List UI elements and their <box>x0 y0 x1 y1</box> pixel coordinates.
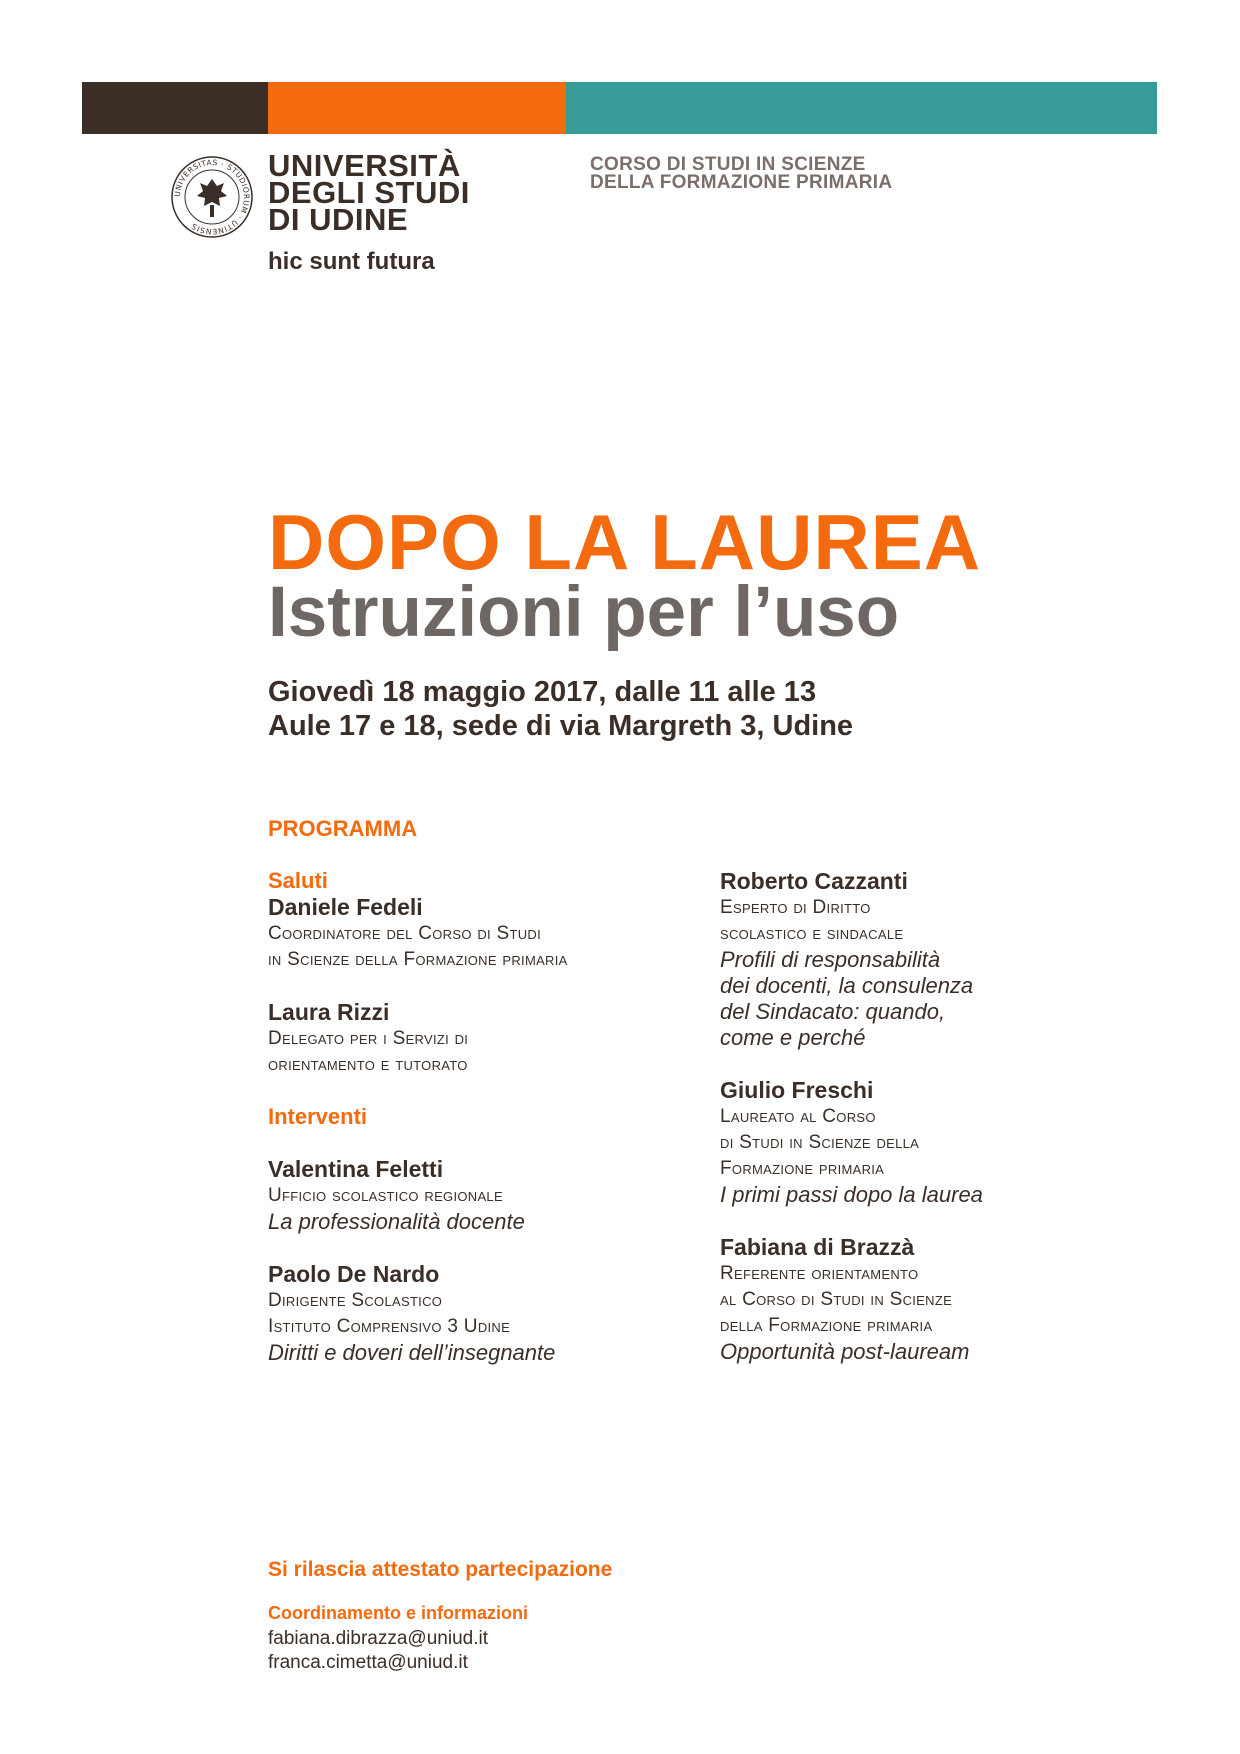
talk-title: I primi passi dopo la laurea <box>720 1182 983 1207</box>
talk-title: Profili di responsabilità <box>720 947 941 972</box>
speaker-entry <box>268 1261 698 1366</box>
course-name-line: CORSO DI STUDI IN SCIENZE <box>590 154 866 175</box>
section-label-interventi: Interventi <box>268 1104 368 1129</box>
course-name-line: DELLA FORMAZIONE PRIMARIA <box>590 172 893 193</box>
contact-heading: Coordinamento e informazioni <box>268 1603 529 1623</box>
speaker-role: in Scienze della Formazione primaria <box>268 949 568 970</box>
speaker-role: Coordinatore del Corso di Studi <box>268 923 542 944</box>
certificate-note: Si rilascia attestato partecipazione <box>268 1558 613 1581</box>
speaker-entry <box>720 1077 1140 1208</box>
email-link[interactable]: franca.cimetta@uniud.it <box>268 1652 468 1673</box>
speaker-name: Roberto Cazzanti <box>720 868 908 894</box>
event-title: DOPO LA LAUREA <box>268 498 982 586</box>
speaker-role: scolastico e sindacale <box>720 923 904 944</box>
speaker-role: Ufficio scolastico regionale <box>268 1185 503 1206</box>
speaker-name: Laura Rizzi <box>268 999 390 1025</box>
event-location: Aule 17 e 18, sede di via Margreth 3, Udine <box>268 710 854 742</box>
program-column-right <box>720 868 1140 1391</box>
color-band-orange <box>268 82 566 134</box>
email-link[interactable]: fabiana.dibrazza@uniud.it <box>268 1628 488 1649</box>
event-subtitle: Istruzioni per l’uso <box>268 573 900 652</box>
color-band-teal <box>566 82 1157 134</box>
speaker-entry <box>268 1156 698 1235</box>
speaker-entry <box>720 1234 1140 1365</box>
university-name-line: UNIVERSITÀ <box>268 148 461 183</box>
university-motto: hic sunt futura <box>268 248 435 275</box>
talk-title: come e perché <box>720 1025 866 1050</box>
speaker-entry <box>268 999 698 1078</box>
speaker-role: Dirigente Scolastico <box>268 1290 443 1311</box>
speaker-role: Laureato al Corso <box>720 1106 876 1127</box>
color-band-dark <box>82 82 268 134</box>
talk-title: La professionalità docente <box>268 1209 525 1234</box>
talk-title: dei docenti, la consulenza <box>720 973 974 998</box>
speaker-entry <box>720 868 1140 1051</box>
speaker-role: Istituto Comprensivo 3 Udine <box>268 1316 511 1337</box>
course-name <box>590 156 892 192</box>
talk-title: Opportunità post-lauream <box>720 1339 970 1364</box>
university-name-line: DI UDINE <box>268 202 409 237</box>
speaker-role: Formazione primaria <box>720 1158 885 1179</box>
event-details <box>268 675 853 743</box>
university-seal-icon <box>170 155 254 239</box>
speaker-role: della Formazione primaria <box>720 1315 933 1336</box>
speaker-name: Valentina Feletti <box>268 1156 444 1182</box>
speaker-role: di Studi in Scienze della <box>720 1132 920 1153</box>
talk-title: Diritti e doveri dell’insegnante <box>268 1340 556 1365</box>
program-heading: PROGRAMMA <box>268 816 418 841</box>
speaker-role: Delegato per i Servizi di <box>268 1028 469 1049</box>
speaker-role: orientamento e tutorato <box>268 1054 468 1075</box>
speaker-name: Giulio Freschi <box>720 1077 874 1103</box>
university-name <box>268 148 470 237</box>
program-column-left <box>268 868 698 1392</box>
speaker-role: Esperto di Diritto <box>720 897 871 918</box>
contact-emails <box>268 1627 488 1675</box>
event-date: Giovedì 18 maggio 2017, dalle 11 alle 13 <box>268 676 817 708</box>
section-label-saluti: Saluti <box>268 868 328 893</box>
speaker-name: Daniele Fedeli <box>268 894 423 920</box>
speaker-role: al Corso di Studi in Scienze <box>720 1289 953 1310</box>
talk-title: del Sindacato: quando, <box>720 999 946 1024</box>
university-name-line: DEGLI STUDI <box>268 175 470 210</box>
speaker-name: Fabiana di Brazzà <box>720 1234 915 1260</box>
speaker-role: Referente orientamento <box>720 1263 919 1284</box>
speaker-name: Paolo De Nardo <box>268 1261 440 1287</box>
seal-lettering: UNIVERSITAS · STUDIORUM · UTINENSIS <box>172 157 252 237</box>
speaker-entry <box>268 894 698 973</box>
